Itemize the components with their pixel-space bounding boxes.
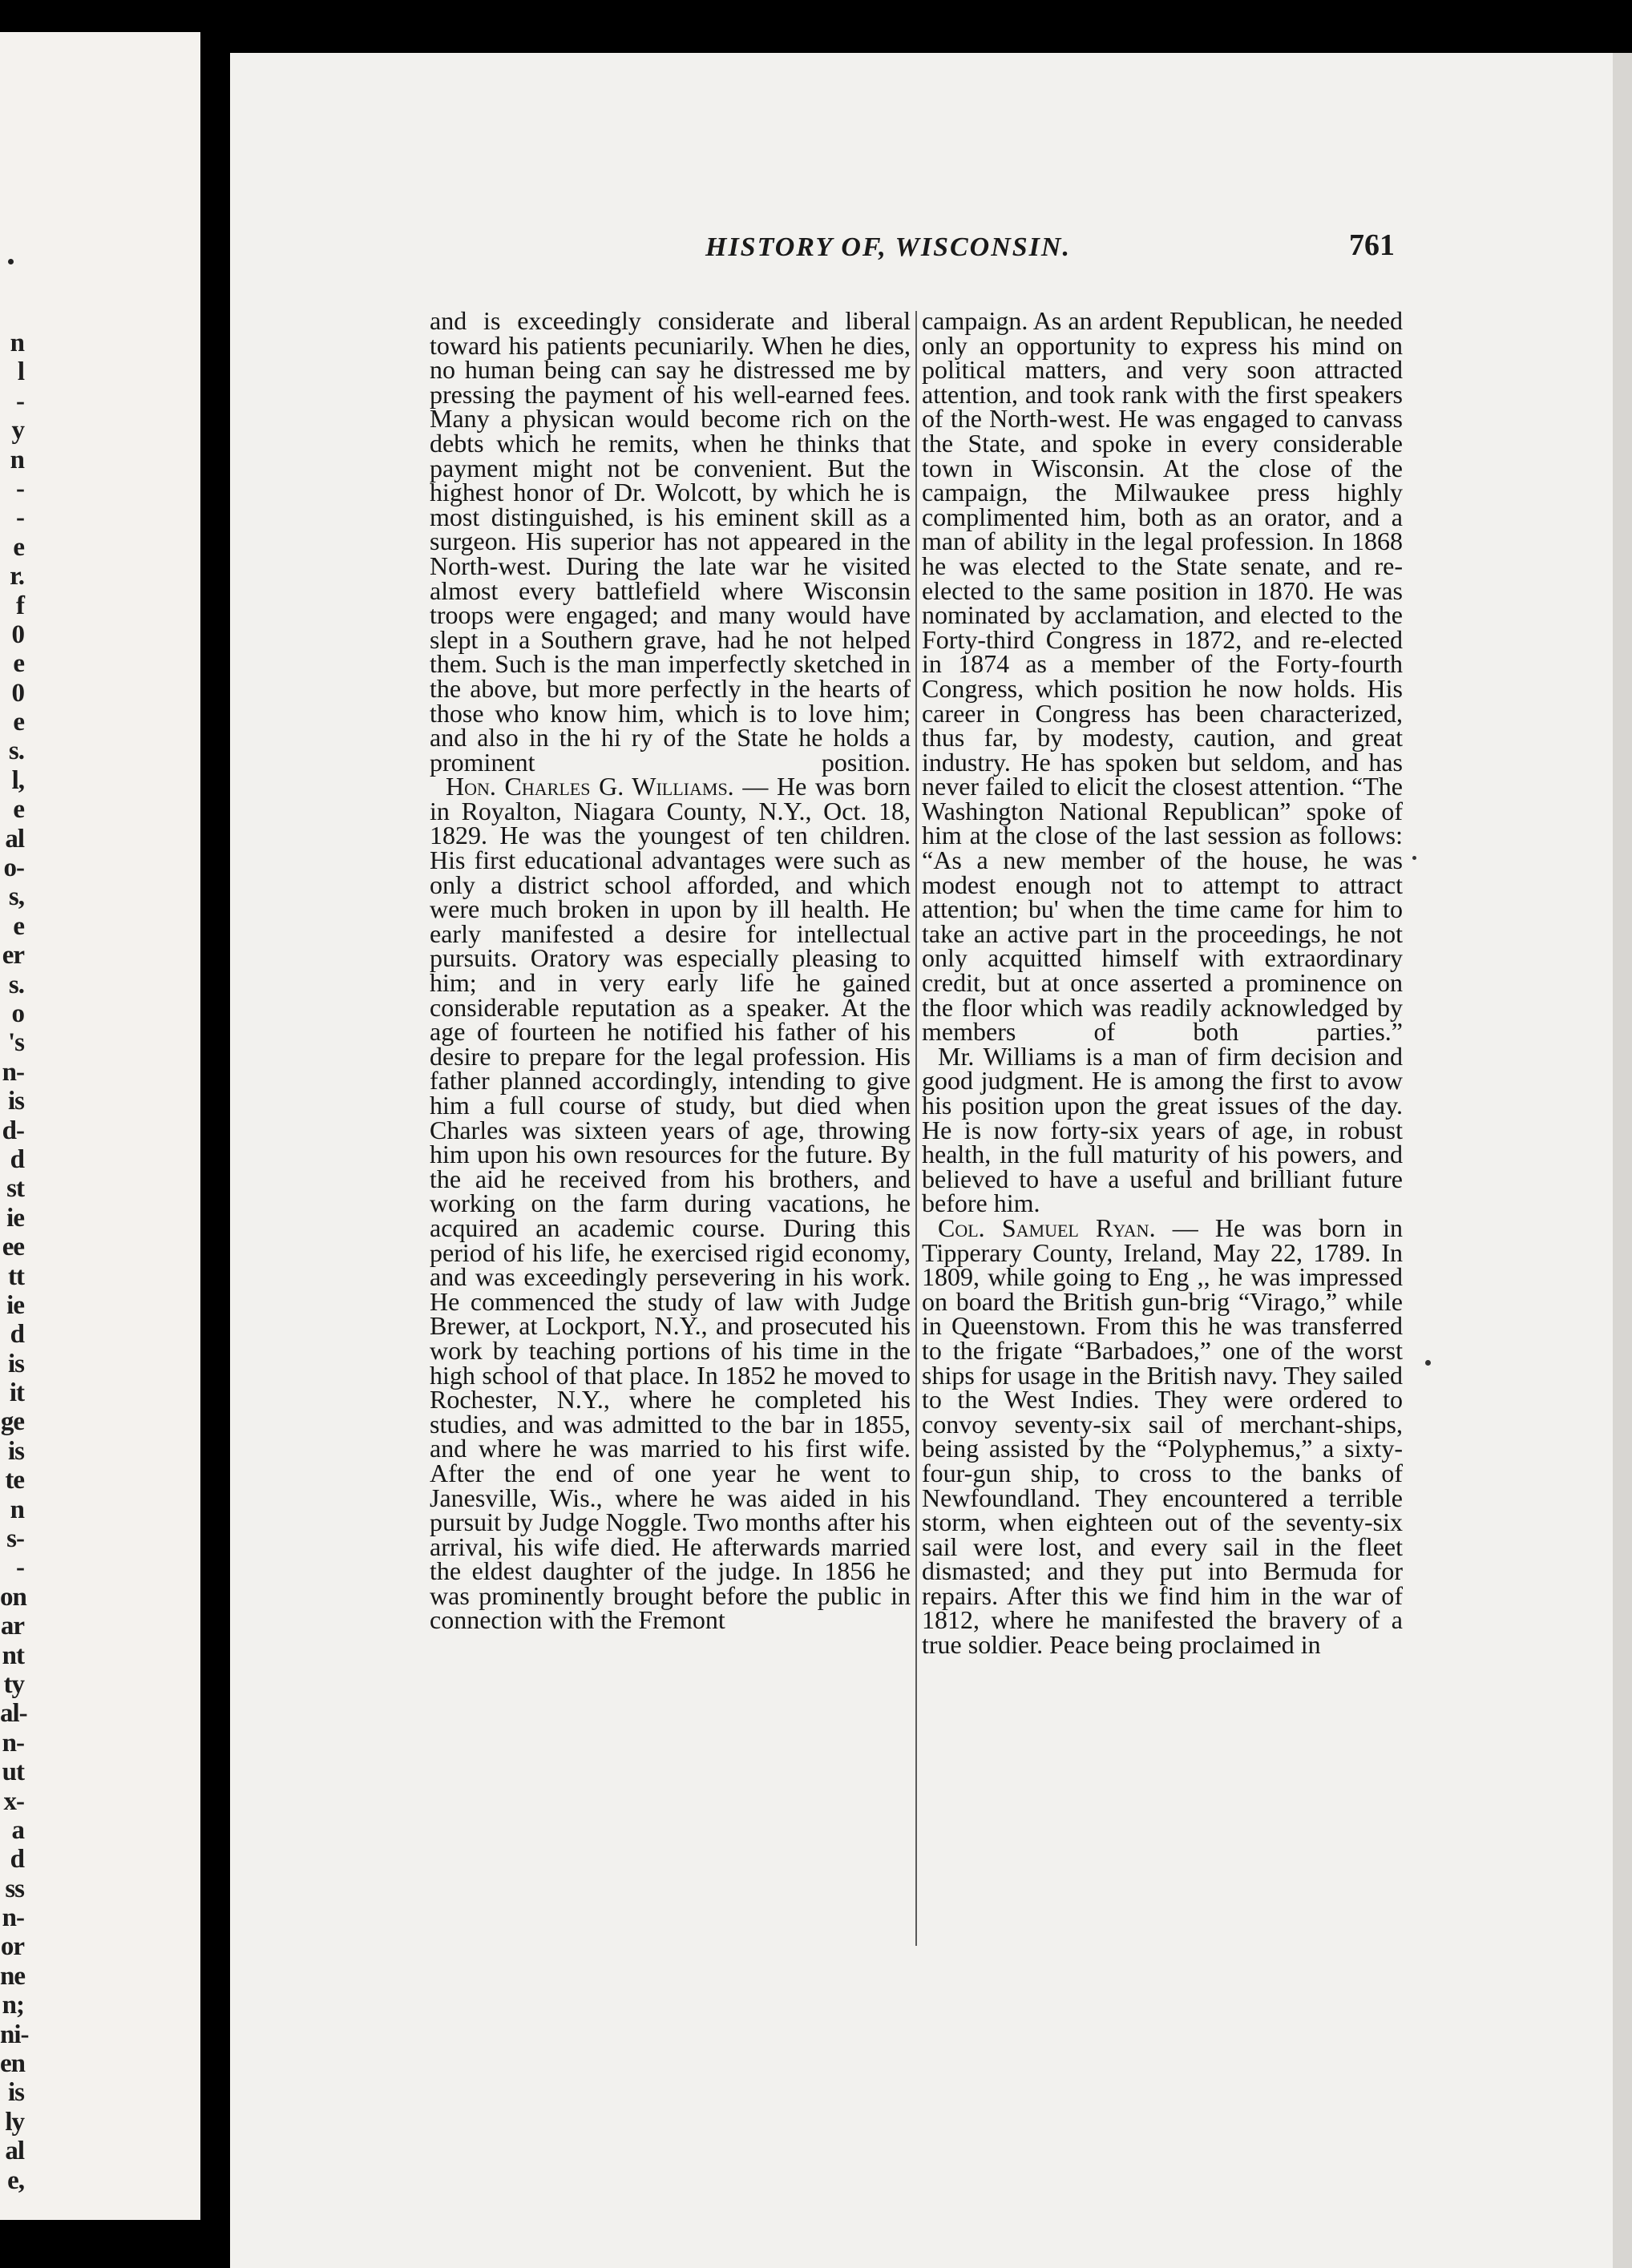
facing-page-fragment: ly	[5, 2107, 24, 2137]
facing-page-fragment: on	[0, 1582, 26, 1612]
facing-page-fragment: x-	[3, 1786, 24, 1816]
biography-name: Hon. Charles G. Williams.	[446, 772, 734, 801]
facing-page-fragment: e	[13, 708, 24, 737]
facing-page-fragment: ne	[0, 1961, 25, 1991]
ink-speck	[1412, 856, 1416, 860]
facing-page-fragment: al-	[0, 1699, 27, 1729]
paragraph: campaign. As an ardent Republican, he needed only an opportunity to express his mind on political matters, and very soon attracted attention, and took rank with the first speakers of the North-west. He was engaged to canvass the State, and spoke in every considerable town in Wisconsin. At the close of the campaign, the Milwaukee press highly complimented him, both as an orator, and a man of ability in the legal profession. In 1868 he was elected to the State senate, and re-elected to the same position in 1870. He was nominated by acclamation, and elected to the Forty-third Congress in 1872, and re-elected in 1874 as a member of the Forty-fourth Congress, which position he now holds. His career in Congress has been characterized, thus far, by modesty, caution, and great industry. He has spoken but seldom, and has never failed to elicit the closest attention. “The Washington National Republican” spoke of him at the close of the last session as follows: “As a new member of the house, he was modest enough not to attempt to attract attention; bu' when the time came for him to take an active part in the proceedings, he not only acquitted himself with extraordinary credit, but at once asserted a prominence on the floor which was readily acknowledged by members of both parties.”	[922, 306, 1403, 1047]
facing-page-fragment: ge	[0, 1407, 24, 1437]
paragraph	[430, 772, 911, 1635]
facing-page-fragment: l,	[11, 765, 24, 795]
paragraph-text: — He was born in Royalton, Niagara County, N.Y., Oct. 18, 1829. He was the youngest of ten children. His first educational advantages were such as only a district school afforded, and which were much broken in upon by ill health. He early manifested a desire for intellectual pursuits. Oratory was especially pleasing to him; and in very early life he gained considerable reputation as a speaker. At the age of fourteen he notified his father of his desire to prepare for the legal profession. His father planned accordingly, intending to give him a full course of study, but died when Charles was sixteen years of age, throwing him upon his own resources for the future. By the aid he received from his brothers, and working on the farm during vacations, he acquired an academic course. During this period of his life, he exercised rigid economy, and was exceedingly persevering in his work. He commenced the study of law with Judge Brewer, at Lockport, N.Y., and prosecuted his work by teaching portions of his time in the high school of that place. In 1852 he moved to Rochester, N.Y., where he completed his studies, and was admitted to the bar in 1855, and where he was married to his first wife. After the end of one year he went to Janesville, Wis., where he was aided in his pursuit by Judge Noggle. Two months after his arrival, his wife died. He afterwards married the eldest daughter of the judge. In 1856 he was prominently brought before the public in connection with the Fremont	[430, 772, 911, 1635]
facing-page-fragment: n;	[2, 1991, 24, 2020]
column-divider	[915, 311, 917, 1946]
facing-page-fragment: s,	[8, 882, 24, 912]
facing-page-fragment: n	[10, 329, 24, 357]
facing-page-fragment: is	[7, 1087, 24, 1116]
facing-page-fragment: n	[10, 1495, 24, 1524]
text-column-left	[430, 306, 911, 1635]
facing-page-fragment: d	[10, 1845, 24, 1875]
page-edge	[1613, 53, 1632, 2268]
running-header	[705, 228, 1395, 272]
facing-page-fragment: l	[17, 357, 24, 387]
facing-page-fragment: ty	[3, 1669, 24, 1699]
facing-page-fragment: d	[10, 1320, 24, 1350]
facing-page-fragment: tt	[8, 1261, 24, 1291]
facing-page-fragment: o-	[3, 854, 24, 883]
facing-page-fragment: te	[5, 1466, 24, 1495]
facing-page-fragment: s.	[8, 970, 24, 999]
facing-page-fragment: al	[5, 2137, 24, 2166]
ink-speck	[1425, 1360, 1431, 1366]
facing-page-fragment: al	[5, 824, 24, 854]
facing-page-fragment: n-	[2, 1903, 24, 1933]
paragraph	[922, 1213, 1404, 1660]
facing-page-fragment: y	[11, 416, 24, 446]
facing-page-fragment: is	[7, 1436, 24, 1466]
facing-page-fragment: r.	[10, 562, 24, 591]
facing-page-fragment: ut	[2, 1757, 24, 1787]
facing-page-fragment: 0	[11, 678, 24, 708]
facing-page-fragment: e	[13, 795, 24, 825]
facing-page-fragment: e	[13, 649, 24, 679]
facing-page-fragment: -	[16, 386, 24, 416]
facing-page-fragment: is	[7, 1349, 24, 1378]
facing-page-fragment: st	[6, 1174, 24, 1204]
facing-page-fragment: a	[11, 1815, 24, 1845]
facing-page-fragment: ie	[6, 1203, 24, 1233]
facing-page-fragment: ee	[2, 1233, 24, 1262]
facing-page-fragment: ar	[0, 1612, 24, 1641]
facing-page-fragment: e,	[7, 2165, 24, 2195]
facing-page-fragment: -	[16, 503, 24, 533]
running-title: HISTORY OF, WISCONSIN.	[705, 232, 1071, 262]
facing-page-fragment: en	[0, 2049, 25, 2079]
facing-page-fragment: o	[11, 999, 24, 1028]
paragraph: Mr. Williams is a man of firm decision and good judgment. He is among the first to avow his position upon the great issues of the day. He is now forty-six years of age, in robust health, in the full maturity of his powers, and believed to have a useful and brilliant future before him.	[922, 1041, 1403, 1218]
paragraph: and is exceedingly considerate and liberal toward his patients pecuniarily. When he dies, no human being can say he distressed me by pressing the payment of his well-earned fees. Many a physican would become rich on the debts which he remits, when he thinks that payment might not be convenient. But the highest honor of Dr. Wolcott, by which he is most distinguished, is his eminent skill as a surgeon. His superior has not appeared in the North-west. During the late war he visited almost every battlefield where Wisconsin troops were engaged; and many would have slept in a Southern grave, had he not helped them. Such is the man imperfectly sketched in the above, but more perfectly in the hearts of those who know him, which is to love him; and also in the hi ry of the State he holds a prominent position.	[430, 306, 911, 777]
facing-page-fragment: d-	[2, 1116, 24, 1145]
facing-page-fragment: s-	[6, 1524, 24, 1554]
biography-name: Col. Samuel Ryan.	[938, 1213, 1156, 1242]
page-number: 761	[1349, 228, 1395, 262]
ink-speck	[8, 259, 14, 264]
paragraph-text: — He was born in Tipperary County, Ireland, May 22, 1789. In 1809, while going to Eng ,, he was impressed on board the British gun-brig “Virago,” while in Queenstown. From this he was transferred to the frigate “Barbadoes,” one of the worst ships for usage in the British navy. They sailed to the West Indies. They were ordered to convoy seventy-six sail of merchant-ships, being assisted by the “Polyphemus,” a sixty-four-gun ship, to cross to the banks of Newfoundland. They encountered a terrible storm, when eighteen out of the seventy-six sail were lost, and every sail in the fleet dismasted; and they put into Bermuda for repairs. After this we find him in the war of 1812, where he manifested the bravery of a true soldier. Peace being proclaimed in	[922, 1213, 1404, 1660]
facing-page-fragment: e	[13, 532, 24, 562]
facing-page-fragment: -	[16, 1553, 24, 1583]
facing-page-fragment: n-	[2, 1057, 24, 1087]
facing-page-fragment: -	[16, 474, 24, 503]
facing-page-fragment: nt	[2, 1640, 24, 1670]
facing-page-fragment: ss	[5, 1874, 24, 1903]
facing-page-fragment: 0	[11, 619, 24, 649]
facing-page-fragment: e	[13, 911, 24, 941]
facing-page-fragment: f	[16, 591, 24, 620]
facing-page-fragment: or	[0, 1932, 24, 1962]
facing-page-fragment: n-	[2, 1728, 24, 1757]
facing-page-fragment: d	[10, 1144, 24, 1174]
facing-page-fragment: er	[2, 941, 24, 971]
facing-page-fragment: it	[9, 1378, 24, 1408]
facing-page-fragment: ie	[6, 1290, 24, 1320]
facing-page-fragment: 's	[7, 1028, 24, 1058]
text-column-right	[922, 306, 1404, 1660]
facing-page-fragment: s.	[8, 736, 24, 766]
facing-page-text-fragments	[0, 329, 29, 2195]
facing-page-fragment: n	[10, 445, 24, 474]
facing-page-fragment: is	[7, 2078, 24, 2108]
facing-page	[0, 32, 200, 2220]
facing-page-fragment: ni-	[0, 2020, 29, 2049]
